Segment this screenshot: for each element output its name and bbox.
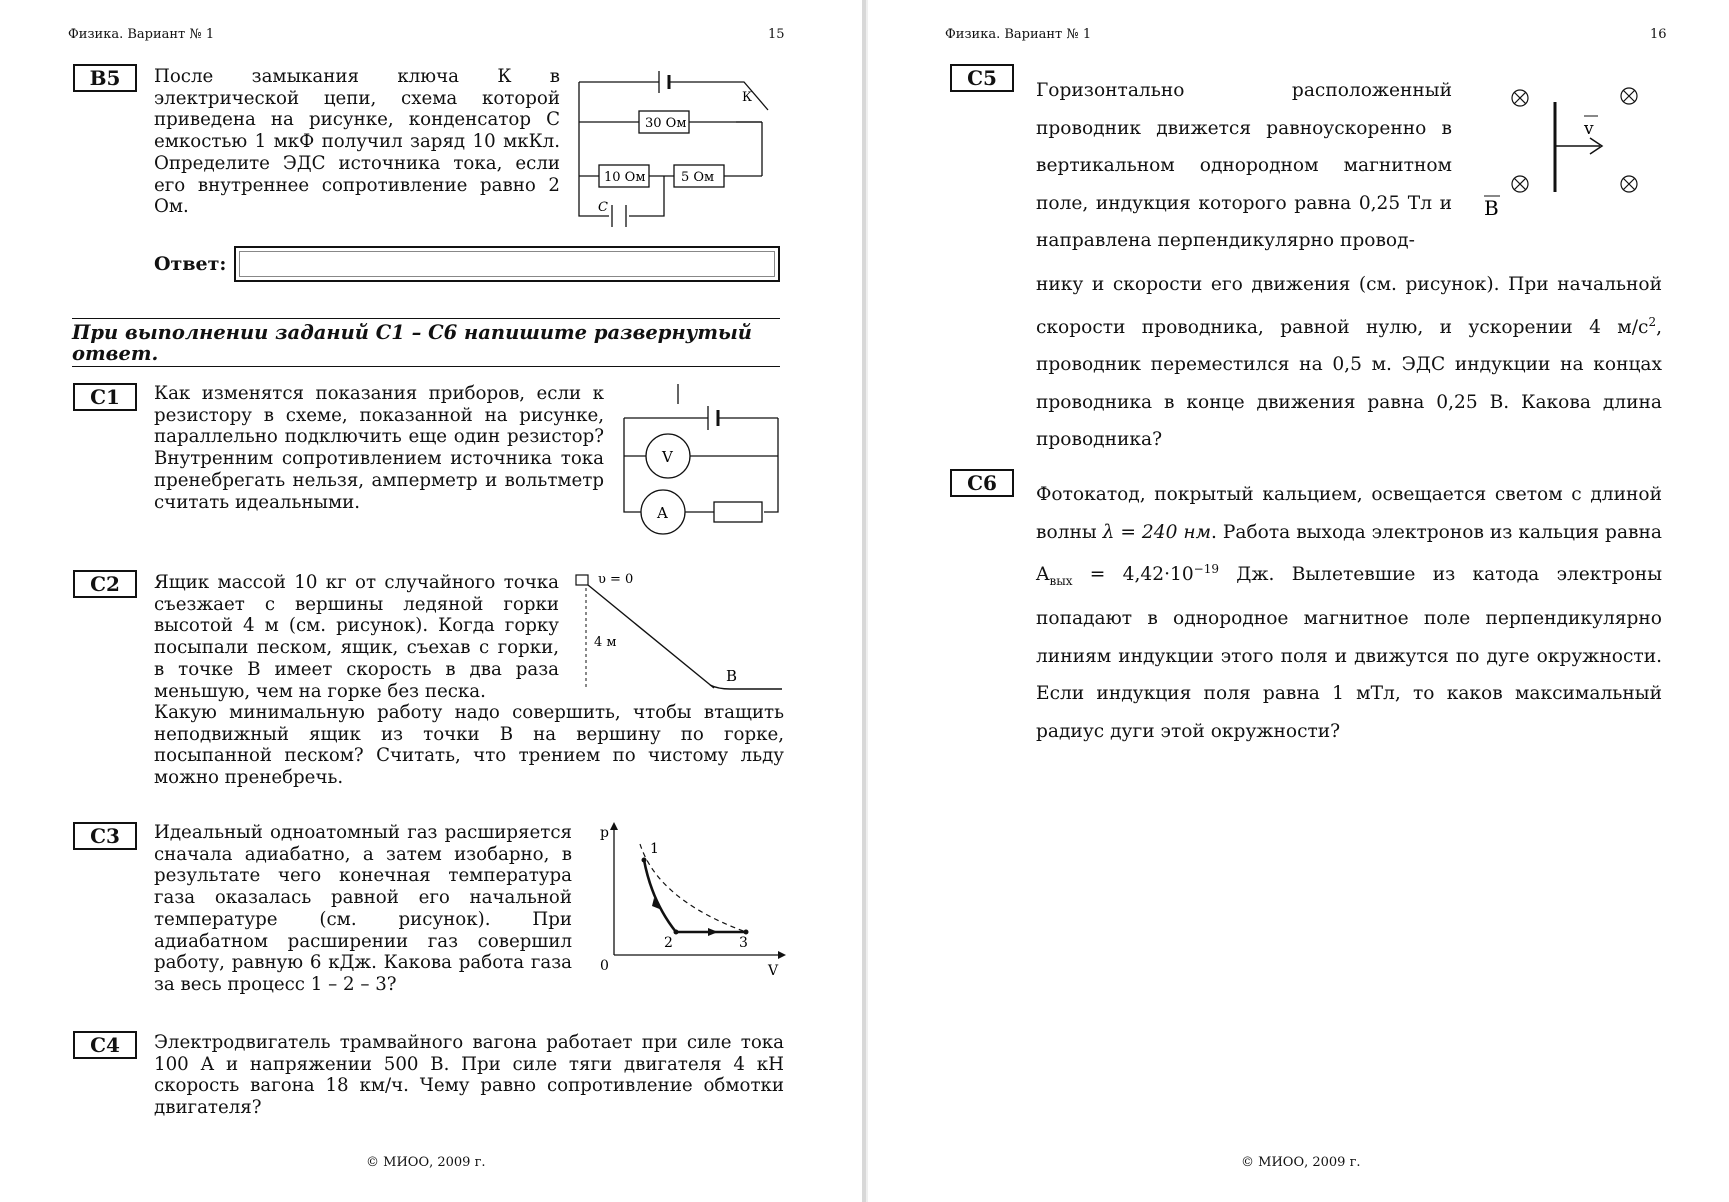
c3-point-1-dot: [642, 858, 647, 863]
c5-field-symbols: [1512, 88, 1637, 192]
c2-height-label: 4 м: [594, 635, 617, 650]
answer-input-box[interactable]: [234, 246, 780, 282]
b5-r2-label: 10 Ом: [604, 170, 646, 185]
task-label-b5: B5: [73, 64, 137, 92]
c3-axis-v-label: V: [768, 963, 779, 979]
task-label-c3: C3: [73, 822, 137, 850]
c3-text: Идеальный одноатомный газ расширяется сначала адиабатно, а затем изобарно, в результате чего конечная температура газа оказалась равной его начальной температуре (см. рисунок). При адиабатном расширении газ совершил работу, равную 6 кДж. Какова работа газа за весь процесс 1 – 2 – 3?: [154, 822, 572, 995]
c1-text: Как изменятся показания приборов, если к резистору в схеме, показанной на рисунке, параллельно подключить еще один резистор? Внутренним сопротивлением источника тока пренебрегать нельзя, амперметр и вольтметр считать идеальными.: [154, 383, 604, 513]
c5-superscript: 2: [1648, 314, 1657, 329]
c3-isotherm-dashed: [640, 844, 746, 932]
c6-text-a: Фотокатод, покрытый кальцием, освещается светом с длиной волны: [1036, 484, 1662, 543]
task-text-b5: [154, 66, 560, 218]
right-page: [868, 0, 1729, 1202]
instruction-banner: При выполнении заданий С1 – С6 напишите развернутый ответ.: [72, 318, 780, 367]
b5-r1-label: 30 Ом: [645, 116, 687, 131]
answer-label: Ответ:: [154, 253, 227, 275]
task-text-c3: [154, 822, 572, 996]
task-text-c2-short: [154, 572, 559, 702]
task-text-c1: [154, 383, 604, 513]
c2-v0-label: υ = 0: [598, 572, 634, 587]
c3-isobar-arrow: [708, 928, 718, 936]
c3-point-2-label: 2: [664, 935, 673, 951]
task-label-c4: C4: [73, 1031, 137, 1059]
c1-resistor: [714, 502, 762, 522]
c3-p-axis-arrow: [610, 822, 618, 830]
task-label-c1: C1: [73, 383, 137, 411]
page-header: Физика. Вариант № 1: [945, 27, 1092, 42]
b5-answer-row: [154, 246, 780, 282]
page-number: 16: [1650, 27, 1667, 42]
c2-box: [576, 575, 588, 585]
c2-point-b-label: B: [726, 667, 738, 685]
c2-slope-diagram: [570, 568, 784, 696]
c6-text-d: Дж. Вылетевшие из катода электроны попадают в однородное магнитное поле перпендикулярно линиям индукции этого поля и движутся по дуге окружности. Если индукция поля равна 1 мТл, то каков максимальный радиус дуги этой окружности?: [1036, 564, 1662, 742]
c6-subscript: вых: [1049, 573, 1073, 588]
c5-text-wide: [1036, 266, 1662, 459]
left-page: [0, 0, 864, 1202]
c3-point-3-label: 3: [739, 935, 748, 951]
b5-text: После замыкания ключа К в электрической цепи, схема которой приведена на рисунке, конденсатор C емкостью 1 мкФ получил заряд 10 мкКл. Определите ЭДС источника тока, если его внутреннее сопротивление равно 2 Ом.: [154, 66, 560, 218]
c3-point-2-dot: [674, 930, 679, 935]
task-text-c4: [154, 1032, 784, 1119]
c3-adiabat-curve: [644, 860, 676, 932]
page-footer: © МИОО, 2009 г.: [1241, 1155, 1361, 1170]
c5-b-label: B: [1484, 196, 1499, 220]
task-text-c5-wide: [1036, 266, 1662, 459]
voltmeter-label: V: [662, 448, 673, 466]
answer-input-inner: [239, 251, 775, 277]
c6-text: [1036, 476, 1662, 750]
page-header: Физика. Вариант № 1: [68, 27, 215, 42]
page-number: 15: [768, 27, 785, 42]
b5-key-label: К: [742, 90, 753, 105]
c6-exponent: −19: [1193, 562, 1219, 576]
c3-v-axis-arrow: [778, 951, 786, 959]
c3-point-3-dot: [744, 930, 749, 935]
c5-text-wide-1: нику и скорости его движения (см. рисунок). При начальной скорости проводника, равной нулю, и ускорении 4 м/с: [1036, 274, 1662, 338]
c6-lambda: λ = 240 нм: [1102, 521, 1212, 543]
c4-text: Электродвигатель трамвайного вагона работает при силе тока 100 А и напряжении 500 В. При силе тяги двигателя 4 кН скорость вагона 18 км/ч. Чему равно сопротивление обмотки двигателя?: [154, 1032, 784, 1119]
b5-r3-label: 5 Ом: [681, 170, 715, 185]
task-label-c2: C2: [73, 570, 137, 598]
c5-text-narrow: Горизонтально расположенный проводник движется равноускоренно в вертикальном однородном магнитном поле, индукция которого равна 0,25 Тл и направлена перпендикулярно провод-: [1036, 80, 1452, 251]
c2-ground-line: [710, 685, 782, 689]
b5-circuit-diagram: [574, 66, 784, 236]
task-label-c6: C6: [950, 469, 1014, 497]
ammeter-label: A: [657, 504, 668, 522]
c5-field-diagram: [1470, 78, 1652, 228]
b5-capacitor-label: C: [598, 200, 608, 215]
page-footer: © МИОО, 2009 г.: [366, 1155, 486, 1170]
c6-text-b: . Работа выхода электронов из кальция равна A: [1036, 521, 1662, 586]
c3-pv-diagram: [596, 820, 786, 980]
task-text-c5-narrow: [1036, 72, 1452, 260]
c3-point-1-label: 1: [650, 841, 659, 857]
task-text-c2-long: [154, 702, 784, 789]
book-gutter: [862, 0, 866, 1202]
c3-origin-label: 0: [600, 958, 609, 974]
c5-text-wide-2: , проводник переместился на 0,5 м. ЭДС индукции на концах проводника в конце движения равна 0,25 В. Какова длина проводника?: [1036, 316, 1662, 451]
c2-text-long: Какую минимальную работу надо совершить, чтобы втащить неподвижный ящик из точки В на вершину по горке, посыпанной песком? Считать, что трением по чистому льду можно пренебречь.: [154, 702, 784, 789]
c1-circuit-diagram: [618, 384, 784, 540]
task-text-c6: [1036, 476, 1662, 750]
c5-v-label: v: [1584, 119, 1594, 139]
task-label-c5: C5: [950, 64, 1014, 92]
c2-text-short: Ящик массой 10 кг от случайного точка съезжает с вершины ледяной горки высотой 4 м (см. рисунок). Когда горку посыпали песком, ящик, съехав с горки, в точке В имеет скорость в два раза меньшую, чем на горке без песка.: [154, 572, 559, 702]
c3-axis-p-label: p: [600, 825, 609, 841]
c6-text-c: = 4,42·10: [1072, 564, 1194, 586]
